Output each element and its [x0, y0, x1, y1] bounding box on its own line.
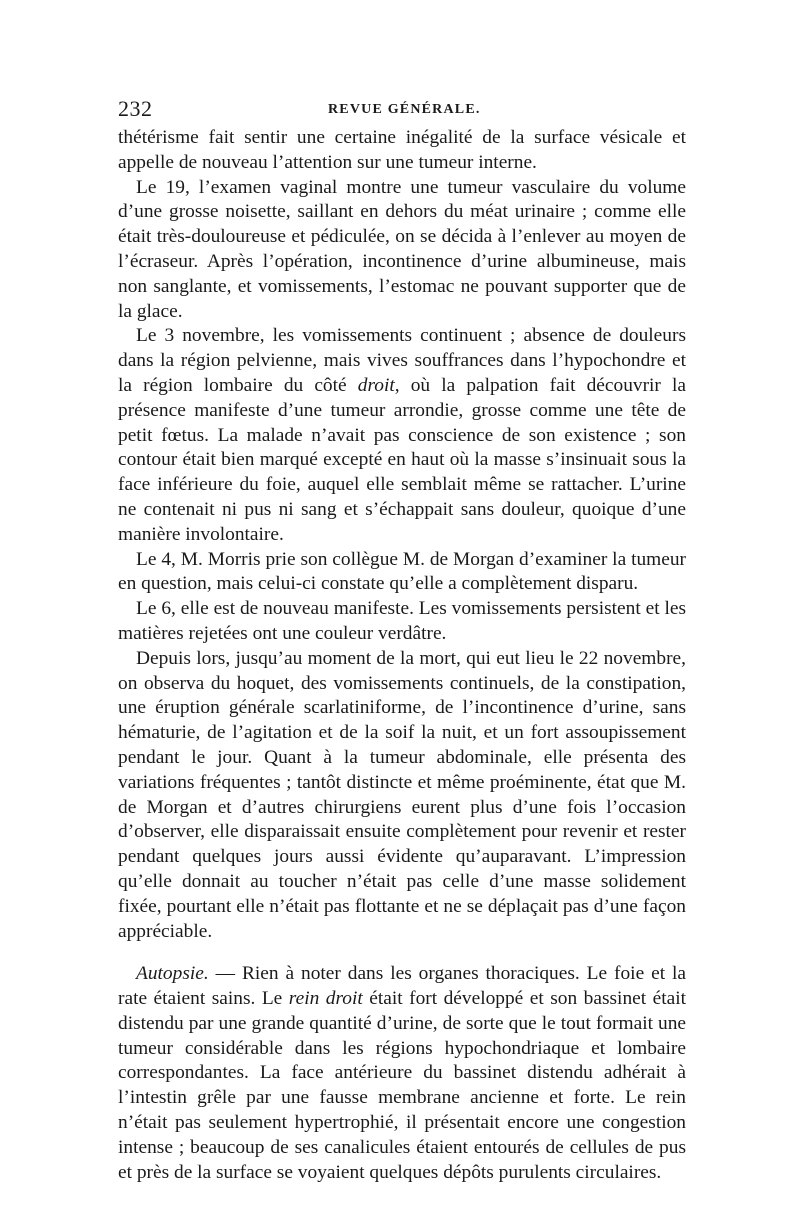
paragraph-4: Le 4, M. Morris prie son collègue M. de Morgan d’examiner la tumeur en question, mais celui-ci constate qu’elle a complètement disparu.	[118, 548, 686, 595]
paragraph-6: Le 6, elle est de nouveau manifeste. Les vomissements persistent et les matières rejetées ont une couleur verdâtre.	[118, 598, 686, 644]
paragraph-depuis-lors: Depuis lors, jusqu’au moment de la mort, qui eut lieu le 22 novembre, on observa du hoquet, des vomissements continuels, de la constipation, une éruption générale scarlatiniforme, de l’incontinence d’urine, sans hématurie, de l’agitation et de la soif la nuit, et un fort assoupissement pendant le jour. Quant à la tumeur abdominale, elle présenta des variations fréquentes ; tantôt distincte et même proéminente, état que M. de Morgan et d’autres chirurgiens eurent plus d’une fois l’occasion d’observer, elle disparaissait ensuite complètement pour revenir et rester pendant quelques jours aussi évidente qu’auparavant. L’impression qu’elle donnait au toucher n’était pas celle d’une masse solidement fixée, pourtant elle n’était pas flottante et ne se déplaçait pas d’une façon appréciable.	[118, 647, 686, 942]
body-text	[118, 126, 686, 1185]
book-page	[118, 96, 686, 1185]
paragraph-text: , où la palpation fait découvrir la présence manifeste d’une tumeur arrondie, grosse comme une tête de petit fœtus. La malade n’avait pas conscience de son existence ; son contour était bien marqué excepté en haut où la masse s’insinuait sous la face inférieure du foie, auquel elle semblait même se rattacher. L’urine ne contenait ni pus ni sang et s’échappait sans douleur, quoique d’une manière involontaire.	[118, 374, 686, 545]
section-gap	[118, 944, 686, 962]
emphasis-rein-droit: rein droit	[288, 988, 363, 1010]
paragraph-text: — Rien à noter dans les organes thoraciques. Le foie et la rate étaient sains. Le	[118, 963, 686, 1010]
emphasis-droit: droit	[357, 374, 395, 396]
paragraph-text: était fort développé et son bassinet était distendu par une grande quantité d’urine, de sorte que le tout formait une tumeur considérable dans les régions hypochondriaque et lombaire correspondantes. La face antérieure du bassinet distendu adhérait à l’intestin grêle par une fausse membrane ancienne et forte. Le rein n’était pas seulement hypertrophié, il présentait encore une congestion intense ; beaucoup de ses canalicules étaient entourés de cellules de pus et près de la surface se voyaient quelques dépôts purulents circulaires.	[118, 988, 686, 1183]
autopsy-label: Autopsie.	[136, 963, 209, 985]
paragraph-text: Le 3 novembre, les vomissements continuent ; absence de douleurs dans la région pelvienne, mais vives souffrances dans l’hypochondre et la région lombaire du côté	[118, 325, 686, 396]
paragraph-continuation: thétérisme fait sentir une certaine inégalité de la surface vésicale et appelle de nouveau l’attention sur une tumeur interne.	[118, 127, 686, 173]
page-number: 232	[118, 96, 153, 121]
running-title: REVUE GÉNÉRALE.	[328, 102, 481, 117]
page-header	[118, 96, 686, 126]
paragraph-autopsie	[118, 962, 686, 1185]
paragraph-3-novembre	[118, 324, 686, 547]
paragraph-19: Le 19, l’examen vaginal montre une tumeur vasculaire du volume d’une grosse noisette, saillant en dehors du méat urinaire ; comme elle était très-douloureuse et pédiculée, on se décida à l’enlever au moyen de l’écraseur. Après l’opération, incontinence d’urine albumineuse, mais non sanglante, et vomissements, l’estomac ne pouvant supporter que de la glace.	[118, 176, 686, 322]
